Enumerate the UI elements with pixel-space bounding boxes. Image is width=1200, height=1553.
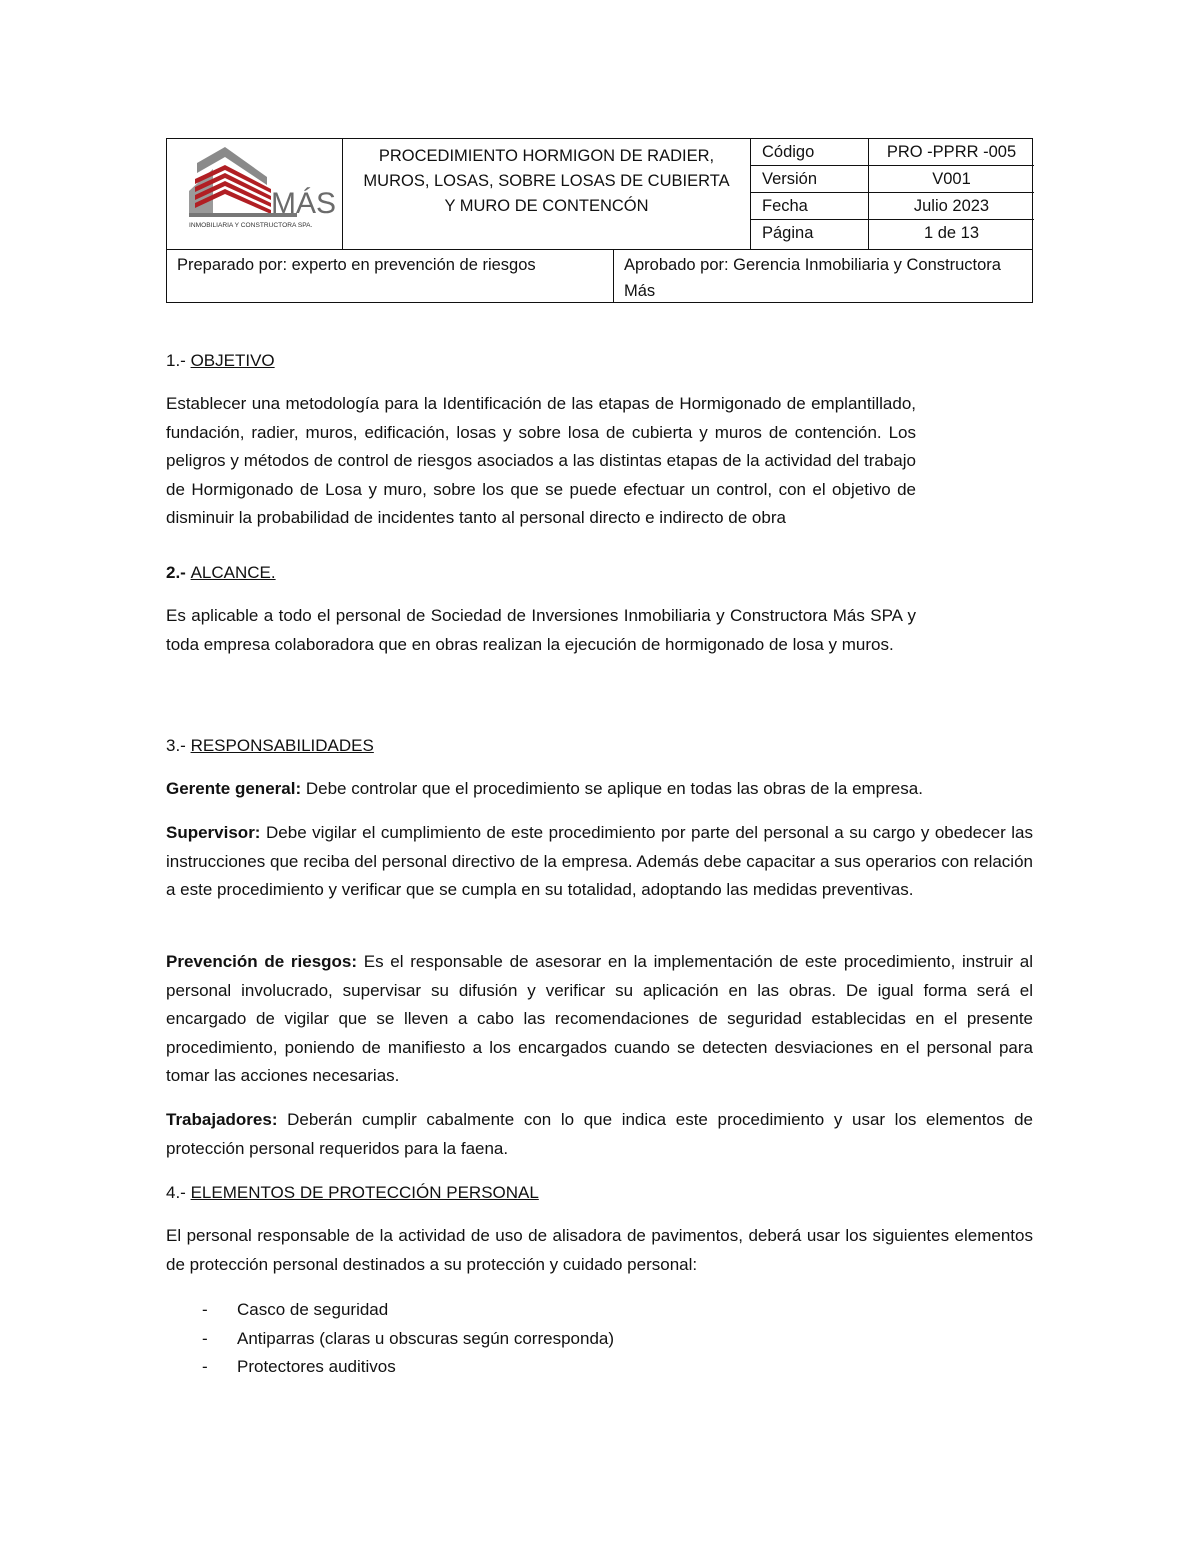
section-title: ALCANCE. <box>190 563 276 582</box>
role-label: Prevención de riesgos: <box>166 952 358 971</box>
section-heading-responsabilidades <box>166 732 374 760</box>
role-text: Debe vigilar el cumplimiento de este procedimiento por parte del personal a su cargo y obedecer las instrucciones que reciba del personal directivo de la empresa. Además debe capacitar a sus operarios con relación a este procedimiento y verificar que se cumpla en su totalidad, adoptando las medidas preventivas. <box>166 823 1033 899</box>
document-title <box>343 139 751 249</box>
meta-row-fecha <box>751 193 1034 220</box>
role-label: Supervisor: <box>166 823 261 842</box>
meta-row-pagina <box>751 220 1034 249</box>
list-dash: - <box>202 1328 208 1348</box>
logo-subtitle: INMOBILIARIA Y CONSTRUCTORA SPA. <box>189 222 313 229</box>
role-trabajadores <box>166 1106 1033 1163</box>
section-number: 3.- <box>166 736 191 755</box>
meta-value: PRO -PPRR -005 <box>886 143 1017 161</box>
meta-label: Fecha <box>751 193 869 219</box>
approved-by-label: Aprobado por: <box>624 256 729 274</box>
meta-row-codigo <box>751 139 1034 166</box>
epp-paragraph: El personal responsable de la actividad de uso de alisadora de pavimentos, deberá usar los siguientes elementos de protección personal destinados a su protección y cuidado personal: <box>166 1226 1033 1274</box>
logo-name: MÁS <box>271 187 337 220</box>
section-title: OBJETIVO <box>190 351 275 370</box>
document-header-table <box>166 138 1033 303</box>
role-text: Deberán cumplir cabalmente con lo que indica este procedimiento y usar los elementos de protección personal requeridos para la faena. <box>166 1110 1033 1158</box>
role-label: Gerente general: <box>166 779 302 798</box>
meta-label: Página <box>751 220 869 249</box>
meta-row-version <box>751 166 1034 193</box>
section-number: 1.- <box>166 351 191 370</box>
list-item <box>166 1353 614 1382</box>
meta-value: V001 <box>932 170 971 188</box>
role-label: Trabajadores: <box>166 1110 278 1129</box>
prepared-by <box>167 249 614 302</box>
company-logo-graphic <box>167 139 343 249</box>
section-number: 4.- <box>166 1183 191 1202</box>
role-text: Es el responsable de asesorar en la implementación de este procedimiento, instruir al personal involucrado, supervisar su difusión y verificar su aplicación en las obras. De igual forma será el encargado de vigilar que se lleven a cabo las recomendaciones de seguridad establecidas en el presente procedimiento, poniendo de manifiesto a los encargados cuando se detecten desviaciones en el personal para tomar las acciones necesarias. <box>166 952 1033 1085</box>
company-logo <box>167 139 343 249</box>
role-text: Debe controlar que el procedimiento se aplique en todas las obras de la empresa. <box>301 779 923 798</box>
list-item-text: Antiparras (claras u obscuras según corresponda) <box>237 1328 615 1348</box>
list-item-text: Protectores auditivos <box>237 1357 396 1376</box>
title-line: Y MURO DE CONTENCÓN <box>444 197 649 215</box>
role-supervisor <box>166 819 1033 905</box>
objetivo-paragraph: Establecer una metodología para la Identificación de las etapas de Hormigonado de emplantillado, fundación, radier, muros, edificación, losas y sobre losa de cubierta y muros de contención. Los peligros y métodos de control de riesgos asociados a las distintas etapas de la actividad del trabajo de Hormigonado de Losa y muro, sobre los que se puede efectuar un control, con el objetivo de disminuir la probabilidad de incidentes tanto al personal directo e indirecto de obra <box>166 394 916 527</box>
epp-list <box>166 1296 614 1382</box>
role-gerente <box>166 775 1033 804</box>
section-title: ELEMENTOS DE PROTECCIÓN PERSONAL <box>190 1183 539 1202</box>
section-heading-alcance <box>166 559 276 587</box>
section-heading-objetivo <box>166 347 275 375</box>
prepared-by-value: experto en prevención de riesgos <box>291 256 536 274</box>
meta-label: Versión <box>751 166 869 192</box>
list-item <box>166 1325 614 1354</box>
list-item <box>166 1296 614 1325</box>
section-title: RESPONSABILIDADES <box>190 736 374 755</box>
meta-value: 1 de 13 <box>923 224 980 242</box>
alcance-paragraph: Es aplicable a todo el personal de Sociedad de Inversiones Inmobiliaria y Constructora Más SPA y toda empresa colaboradora que en obras realizan la ejecución de hormigonado de losa y muros. <box>166 606 916 654</box>
meta-label: Código <box>751 139 869 165</box>
approved-by-value: Gerencia Inmobiliaria y Constructora Más <box>624 256 1001 300</box>
approved-by <box>614 249 1032 302</box>
list-dash: - <box>202 1300 208 1319</box>
section-heading-epp <box>166 1179 539 1207</box>
prepared-by-label: Preparado por: <box>177 256 288 274</box>
meta-value: Julio 2023 <box>913 197 990 215</box>
role-prevencion <box>166 948 1033 1091</box>
list-item-text: Casco de seguridad <box>237 1300 389 1319</box>
list-dash: - <box>202 1357 208 1376</box>
section-number: 2.- <box>166 563 191 582</box>
title-line: PROCEDIMIENTO HORMIGON DE RADIER, <box>378 147 715 165</box>
title-line: MUROS, LOSAS, SOBRE LOSAS DE CUBIERTA <box>363 172 730 190</box>
